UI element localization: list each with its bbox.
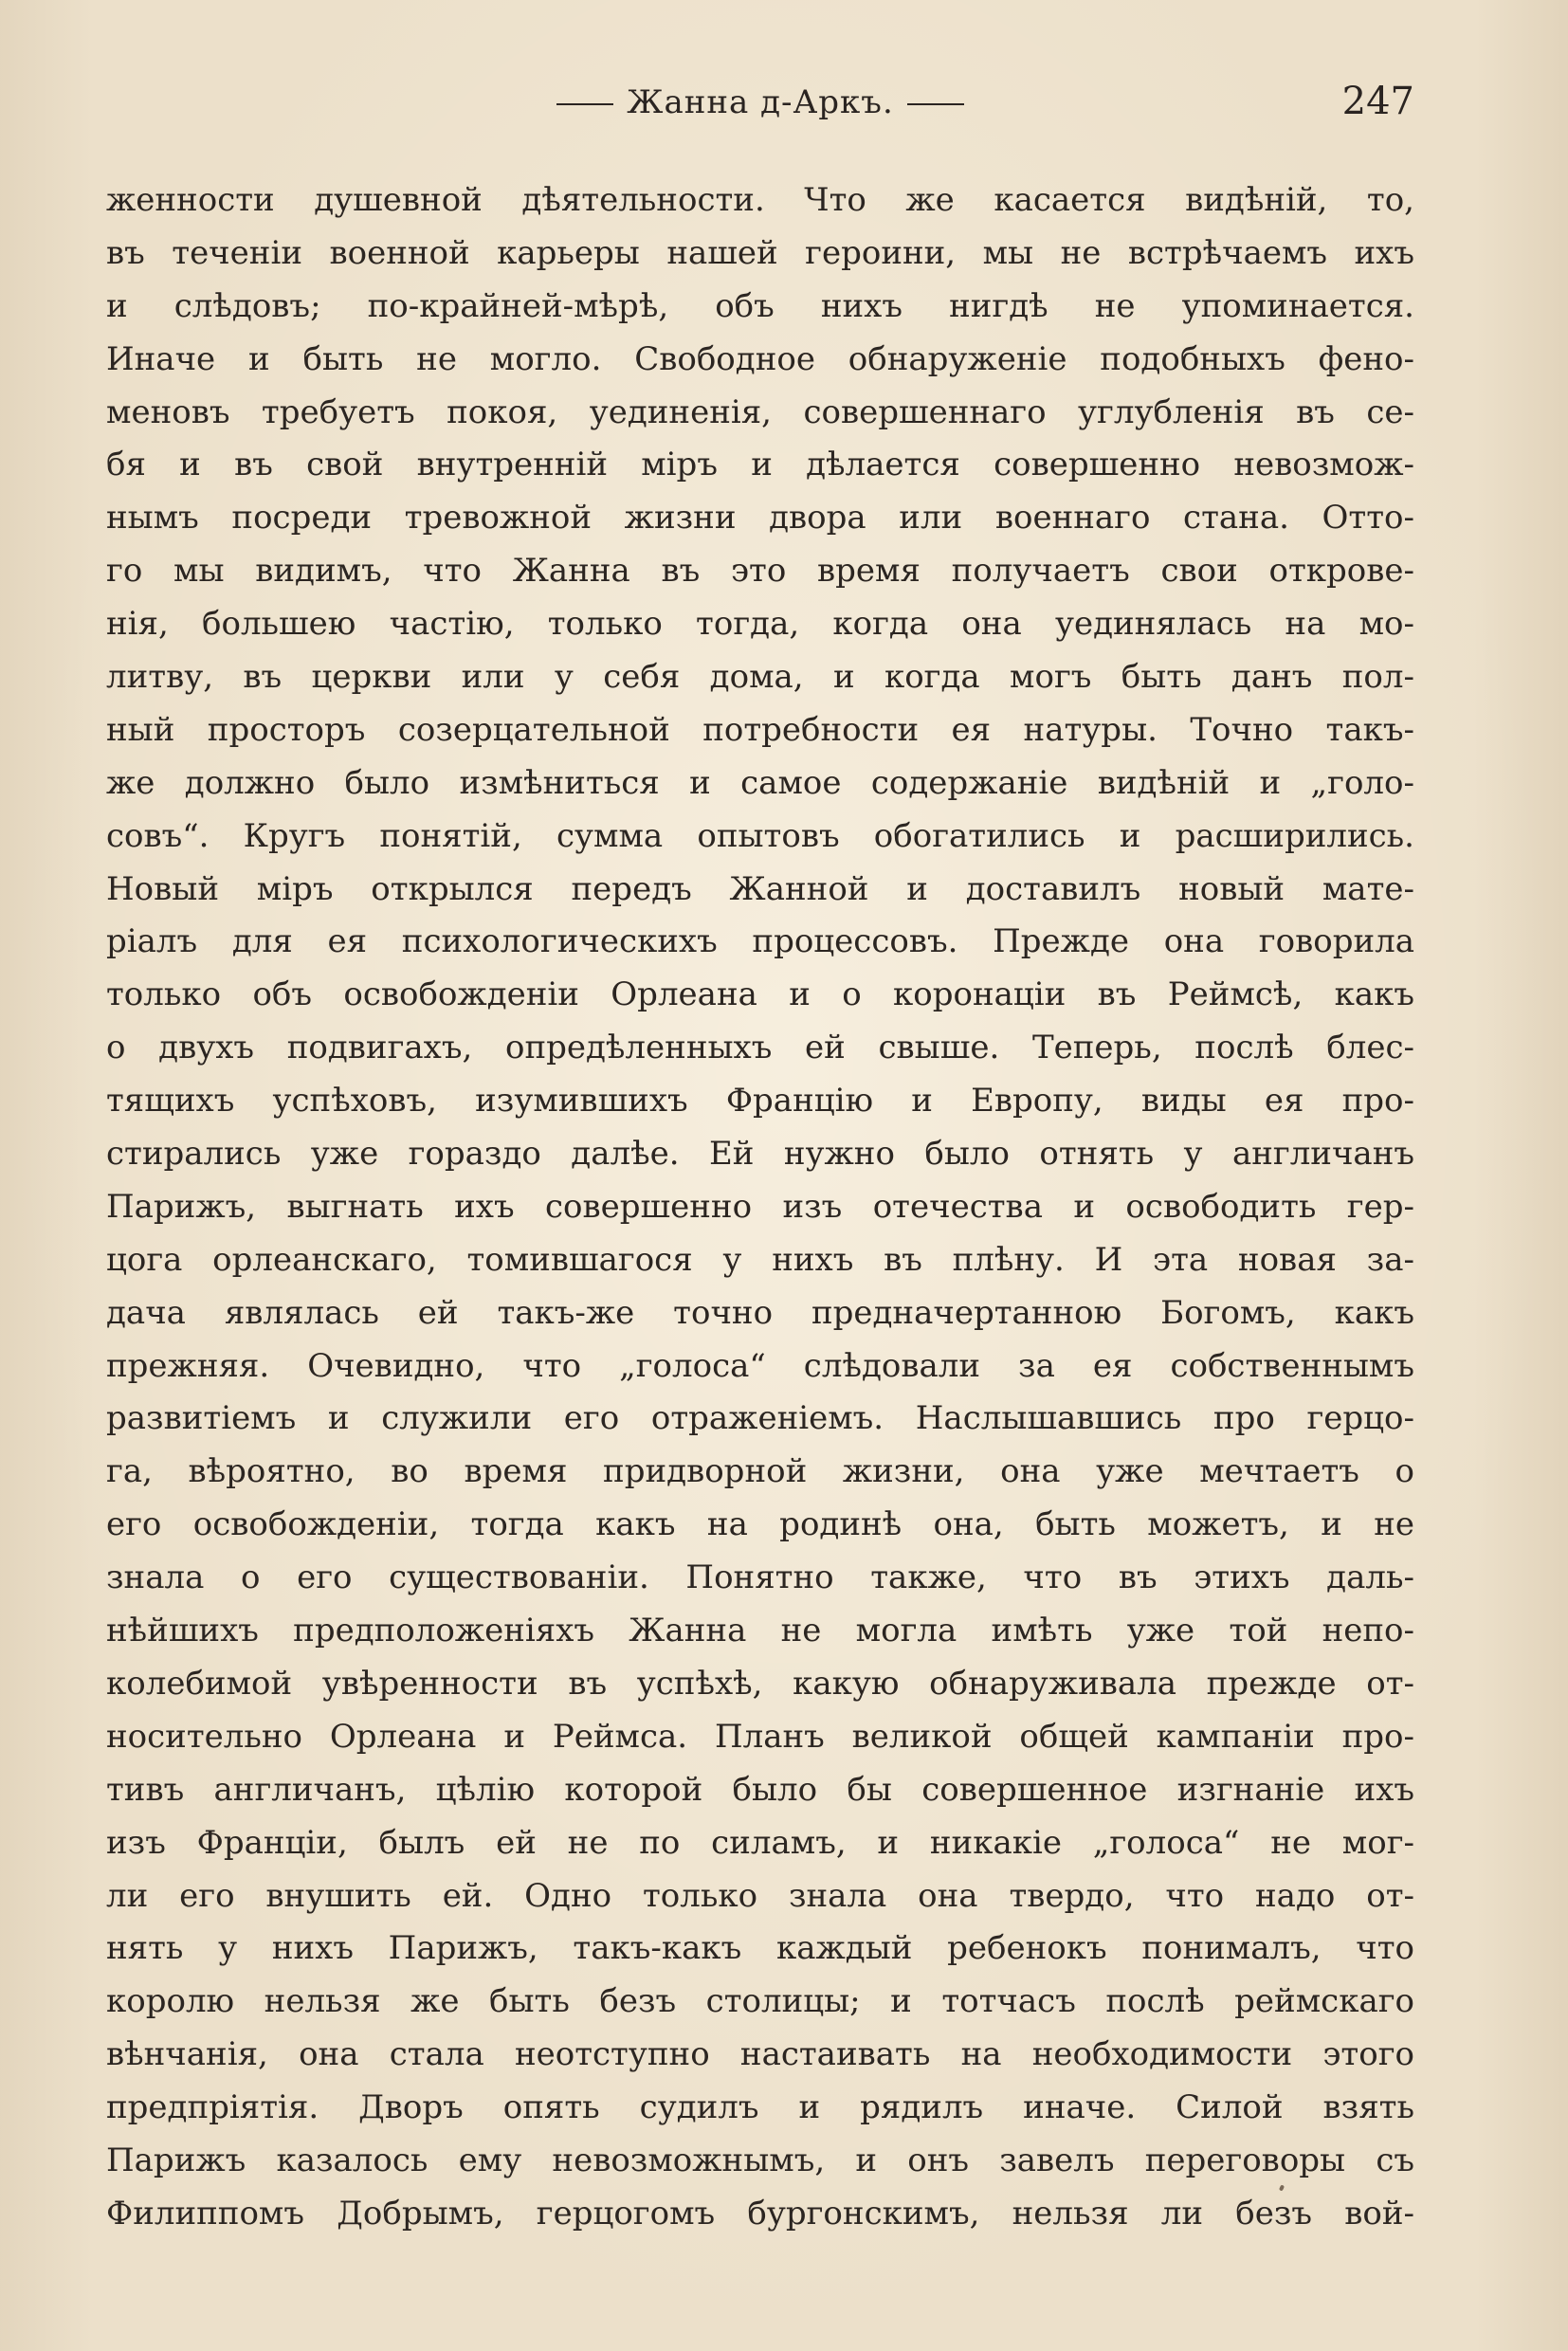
text-line: его освобожденіи, тогда какъ на родинѣ она, быть можетъ, и не <box>106 1505 1414 1544</box>
text-line: тящихъ успѣховъ, изумившихъ Францію и Европу, виды ея про- <box>106 1082 1414 1121</box>
text-line: стирались уже гораздо далѣе. Ей нужно было отнять у англичанъ <box>106 1135 1414 1174</box>
text-line: только объ освобожденіи Орлеана и о коронаціи въ Реймсѣ, какъ <box>106 975 1414 1014</box>
text-line: тивъ англичанъ, цѣлію которой было бы совершенное изгнаніе ихъ <box>106 1770 1414 1809</box>
text-line: носительно Орлеана и Реймса. Планъ великой общей кампаніи про- <box>106 1717 1414 1756</box>
text-line: развитіемъ и служили его отраженіемъ. Наслышавшись про герцо- <box>106 1399 1414 1438</box>
text-line: вѣнчанія, она стала неотступно настаивать на необходимости этого <box>106 2035 1414 2074</box>
page-number: 247 <box>1341 80 1414 123</box>
text-line: Парижъ, выгнать ихъ совершенно изъ отечества и освободить гер- <box>106 1187 1414 1226</box>
text-line: о двухъ подвигахъ, опредѣленныхъ ей свыше. Теперь, послѣ блес- <box>106 1029 1414 1067</box>
text-line: знала о его существованіи. Понятно также, что въ этихъ даль- <box>106 1558 1414 1597</box>
text-line: цога орлеанскаго, томившагося у нихъ въ плѣну. И эта новая за- <box>106 1240 1414 1279</box>
text-line: ли его внушить ей. Одно только знала она твердо, что надо от- <box>106 1876 1414 1915</box>
text-line: га, вѣроятно, во время придворной жизни, она уже мечтаетъ о <box>106 1452 1414 1491</box>
text-line: дача являлась ей такъ-же точно предначертанною Богомъ, какъ <box>106 1293 1414 1332</box>
title-dash-right <box>907 103 964 105</box>
running-title <box>106 83 1414 121</box>
text-line: совъ“. Кругъ понятій, сумма опытовъ обогатились и расширились. <box>106 816 1414 855</box>
text-line: изъ Франціи, былъ ей не по силамъ, и никакіе „голоса“ не мог- <box>106 1823 1414 1862</box>
text-line: нымъ посреди тревожной жизни двора или военнаго стана. Отто- <box>106 499 1414 538</box>
text-line: ріалъ для ея психологическихъ процессовъ. Прежде она говорила <box>106 922 1414 961</box>
text-line: Иначе и быть не могло. Свободное обнаруженіе подобныхъ фено- <box>106 339 1414 378</box>
text-line: нѣйшихъ предположеніяхъ Жанна не могла имѣть уже той непо- <box>106 1612 1414 1650</box>
text-line: королю нельзя же быть безъ столицы; и тотчасъ послѣ реймскаго <box>106 1982 1414 2021</box>
text-line: бя и въ свой внутренній міръ и дѣлается совершенно невозмож- <box>106 446 1414 484</box>
text-line: предпріятія. Дворъ опять судилъ и рядилъ иначе. Силой взять <box>106 2088 1414 2127</box>
title-dash-left <box>556 103 613 105</box>
text-line: нія, большею частію, только тогда, когда она уединялась на мо- <box>106 605 1414 644</box>
text-line: и слѣдовъ; по-крайней-мѣрѣ, объ нихъ нигдѣ не упоминается. <box>106 286 1414 325</box>
text-line: литву, въ церкви или у себя дома, и когда могъ быть данъ пол- <box>106 658 1414 697</box>
text-line: Парижъ казалось ему невозможнымъ, и онъ завелъ переговоры съ <box>106 2141 1414 2179</box>
text-line: Новый міръ открылся передъ Жанной и доставилъ новый мате- <box>106 869 1414 908</box>
text-line: нять у нихъ Парижъ, такъ-какъ каждый ребенокъ понималъ, что <box>106 1929 1414 1968</box>
running-title-text: Жанна д-Аркъ. <box>627 83 894 121</box>
text-line: женности душевной дѣятельности. Что же касается видѣній, то, <box>106 181 1414 219</box>
text-line: меновъ требуетъ покоя, уединенія, совершеннаго углубленія въ се- <box>106 392 1414 431</box>
text-line: го мы видимъ, что Жанна въ это время получаетъ свои открове- <box>106 552 1414 591</box>
text-line: Филиппомъ Добрымъ, герцогомъ бургонскимъ, нельзя ли безъ вой- <box>106 2194 1414 2233</box>
text-line: прежняя. Очевидно, что „голоса“ слѣдовали за ея собственнымъ <box>106 1346 1414 1385</box>
text-line: въ теченіи военной карьеры нашей героини, мы не встрѣчаемъ ихъ <box>106 233 1414 272</box>
page-header <box>106 80 1414 133</box>
body-text <box>106 174 1414 2241</box>
text-line: же должно было измѣниться и самое содержаніе видѣній и „голо- <box>106 763 1414 802</box>
text-line: ный просторъ созерцательной потребности ея натуры. Точно такъ- <box>106 710 1414 749</box>
text-line: колебимой увѣренности въ успѣхѣ, какую обнаруживала прежде от- <box>106 1664 1414 1703</box>
